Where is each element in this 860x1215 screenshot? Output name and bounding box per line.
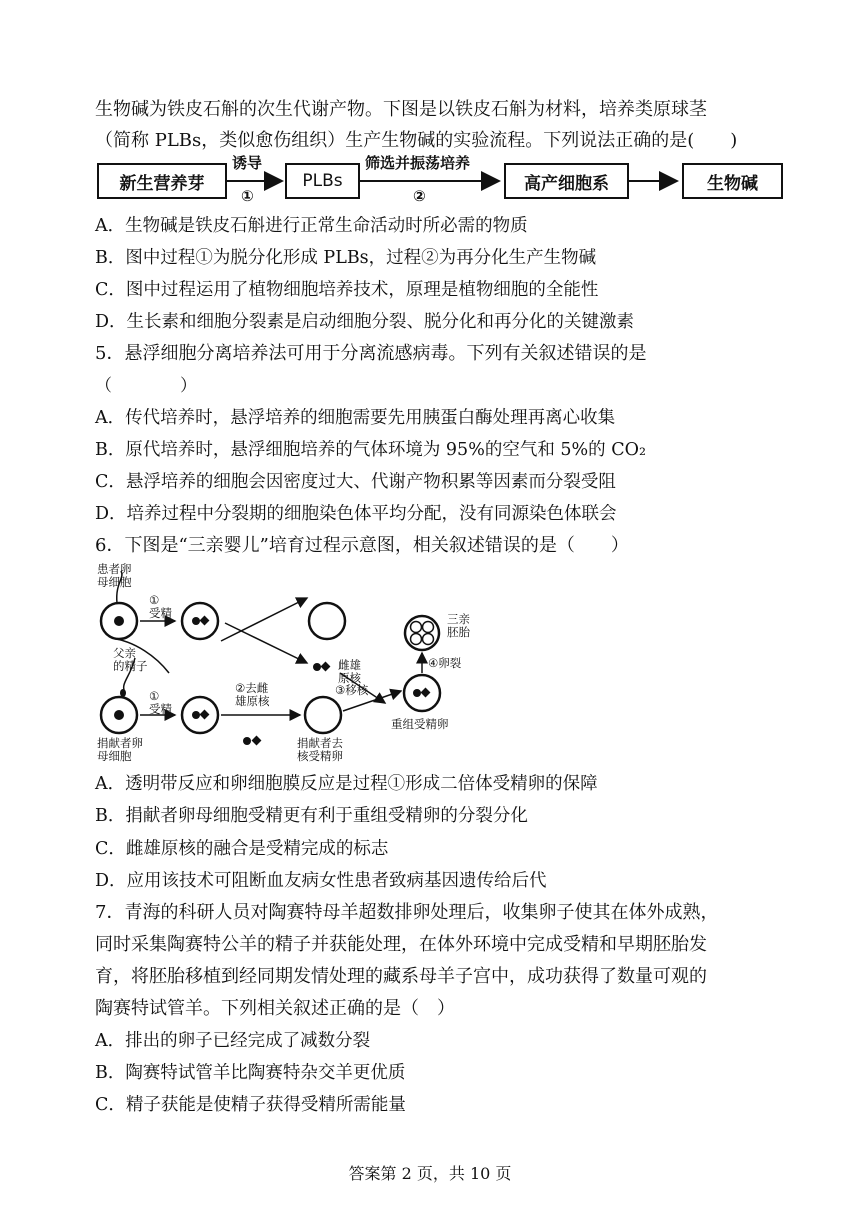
q7-stem-line1: 7．青海的科研人员对陶赛特母羊超数排卵处理后，收集卵子使其在体外成熟，: [95, 902, 719, 923]
label-donor-zygote: 捐献者去 核受精卵: [297, 736, 343, 763]
label-step2: ②去雌 雄原核: [235, 681, 270, 708]
q7-option-a: A．排出的卵子已经完成了减数分裂: [95, 1031, 371, 1051]
patient-egg-cell: [101, 603, 137, 639]
q5-option-c: C．悬浮培养的细胞会因密度过大、代谢产物积累等因素而分裂受阻: [95, 472, 616, 492]
page-footer: 答案第 2 页，共 10 页: [348, 1164, 512, 1183]
q4-option-c: C．图中过程运用了植物细胞培养技术，原理是植物细胞的全能性: [95, 280, 599, 300]
flow-label-step1: ①: [241, 187, 254, 205]
q7-stem-line2: 同时采集陶赛特公羊的精子并获能处理，在体外环境中完成受精和早期胚胎发: [95, 934, 707, 955]
donor-enucleated-zygote: [305, 697, 341, 733]
flow-label-step2: ②: [413, 187, 426, 205]
q4-stem-line2: （简称 PLBs，类似愈伤组织）生产生物碱的实验流程。下列说法正确的是( ): [95, 130, 738, 151]
q7-stem-line3: 育，将胚胎移植到经同期发情处理的藏系母羊子宫中，成功获得了数量可观的: [95, 966, 707, 987]
label-reconstructed: 重组受精卵: [391, 717, 449, 731]
flow-box-alkaloid: 生物碱: [682, 163, 783, 199]
label-step4: ④卵裂: [428, 656, 462, 670]
pronuclei-icon: [313, 662, 330, 672]
q4-option-d: D．生长素和细胞分裂素是启动细胞分裂、脱分化和再分化的关键激素: [95, 312, 635, 332]
three-parent-baby-diagram: [95, 563, 475, 765]
patient-zygote: [182, 603, 218, 639]
q7-stem-line4: 陶赛特试管羊。下列相关叙述正确的是（ ）: [95, 998, 455, 1019]
label-father-sperm: 父亲 的精子: [113, 646, 148, 673]
q5-option-b: B．原代培养时，悬浮细胞培养的气体环境为 95%的空气和 5%的 CO₂: [95, 440, 646, 460]
q5-stem-line2: （ ）: [95, 376, 197, 396]
label-step1-top: ① 受精: [149, 593, 172, 620]
q6-option-d: D．应用该技术可阻断血友病女性患者致病基因遗传给后代: [95, 871, 547, 891]
q6-option-a: A．透明带反应和卵细胞膜反应是过程①形成二倍体受精卵的保障: [95, 774, 598, 794]
label-donor-egg: 捐献者卵 母细胞: [97, 736, 143, 763]
q6-option-b: B．捐献者卵母细胞受精更有利于重组受精卵的分裂分化: [95, 806, 528, 826]
q4-option-a: A．生物碱是铁皮石斛进行正常生命活动时所必需的物质: [95, 216, 528, 236]
q7-option-b: B．陶赛特试管羊比陶赛特杂交羊更优质: [95, 1063, 406, 1083]
q4-stem-line1: 生物碱为铁皮石斛的次生代谢产物。下图是以铁皮石斛为材料，培养类原球茎: [95, 99, 707, 120]
label-step3: ③移核: [335, 683, 369, 697]
flow-box-bud: 新生营养芽: [97, 163, 227, 199]
label-step1-bottom: ① 受精: [149, 689, 172, 716]
donor-egg-cell: [101, 697, 137, 733]
embryo-icon: [405, 616, 439, 650]
enucleated-cell: [309, 603, 345, 639]
label-embryo: 三亲 胚胎: [447, 612, 470, 639]
flow-label-induce: 诱导: [232, 154, 263, 172]
flow-label-screen: 筛选并振荡培养: [365, 154, 471, 172]
q4-flow-diagram: [95, 154, 785, 210]
q5-stem-line1: 5．悬浮细胞分离培养法可用于分离流感病毒。下列有关叙述错误的是: [95, 343, 647, 364]
reconstructed-zygote: [404, 675, 440, 711]
label-patient-egg: 患者卵 母细胞: [97, 562, 132, 589]
q5-option-d: D．培养过程中分裂期的细胞染色体平均分配，没有同源染色体联会: [95, 504, 617, 524]
q7-option-c: C．精子获能是使精子获得受精所需能量: [95, 1095, 406, 1115]
q6-option-c: C．雌雄原核的融合是受精完成的标志: [95, 839, 389, 859]
removed-pronuclei-icon: [243, 736, 261, 746]
flow-box-plbs: PLBs: [285, 163, 360, 199]
donor-zygote: [182, 697, 218, 733]
label-pronuclei: 雌雄 原核: [338, 658, 361, 685]
q5-option-a: A．传代培养时，悬浮培养的细胞需要先用胰蛋白酶处理再离心收集: [95, 408, 616, 428]
q4-option-b: B．图中过程①为脱分化形成 PLBs，过程②为再分化生产生物碱: [95, 248, 597, 268]
flow-box-cellline: 高产细胞系: [504, 163, 629, 199]
q6-stem: 6．下图是“三亲婴儿”培育过程示意图，相关叙述错误的是（ ）: [95, 535, 629, 556]
